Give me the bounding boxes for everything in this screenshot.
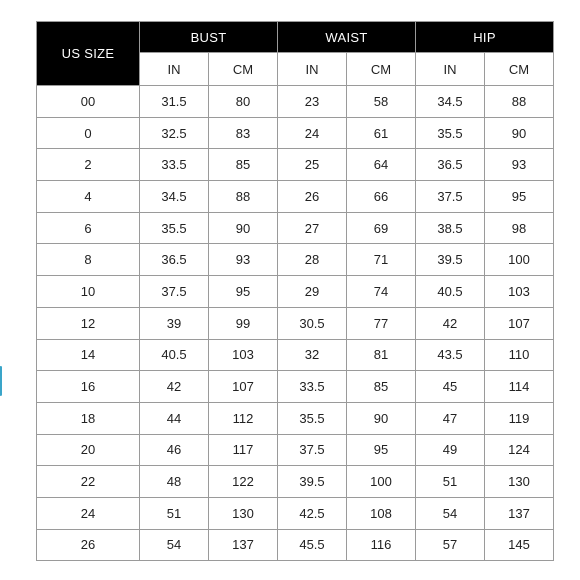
hip-in-cell: 49	[416, 434, 485, 466]
hip-cm-cell: 130	[485, 466, 554, 498]
us-size-cell: 8	[37, 244, 140, 276]
hip-in-cell: 51	[416, 466, 485, 498]
waist-cm-header: CM	[347, 53, 416, 86]
hip-cm-cell: 114	[485, 371, 554, 403]
us-size-cell: 18	[37, 402, 140, 434]
waist-cm-cell: 81	[347, 339, 416, 371]
table-row	[37, 276, 554, 308]
table-row	[37, 117, 554, 149]
hip-in-cell: 47	[416, 402, 485, 434]
bust-in-cell: 33.5	[140, 149, 209, 181]
waist-cm-cell: 71	[347, 244, 416, 276]
us-size-cell: 14	[37, 339, 140, 371]
hip-in-cell: 40.5	[416, 276, 485, 308]
waist-in-cell: 28	[278, 244, 347, 276]
us-size-cell: 10	[37, 276, 140, 308]
table-row	[37, 339, 554, 371]
us-size-cell: 6	[37, 212, 140, 244]
bust-cm-cell: 130	[209, 497, 278, 529]
hip-in-header: IN	[416, 53, 485, 86]
hip-header: HIP	[416, 22, 554, 53]
table-row	[37, 149, 554, 181]
bust-in-cell: 54	[140, 529, 209, 561]
hip-in-cell: 37.5	[416, 181, 485, 213]
bust-in-cell: 37.5	[140, 276, 209, 308]
waist-in-cell: 23	[278, 86, 347, 118]
bust-in-header: IN	[140, 53, 209, 86]
us-size-cell: 26	[37, 529, 140, 561]
bust-in-cell: 34.5	[140, 181, 209, 213]
hip-cm-cell: 88	[485, 86, 554, 118]
hip-in-cell: 45	[416, 371, 485, 403]
table-row	[37, 497, 554, 529]
hip-cm-cell: 137	[485, 497, 554, 529]
bust-cm-cell: 90	[209, 212, 278, 244]
waist-cm-cell: 116	[347, 529, 416, 561]
hip-in-cell: 54	[416, 497, 485, 529]
table-row	[37, 181, 554, 213]
waist-header: WAIST	[278, 22, 416, 53]
table-row	[37, 86, 554, 118]
waist-cm-cell: 61	[347, 117, 416, 149]
waist-cm-cell: 95	[347, 434, 416, 466]
bust-in-cell: 31.5	[140, 86, 209, 118]
waist-in-cell: 27	[278, 212, 347, 244]
bust-cm-cell: 137	[209, 529, 278, 561]
hip-in-cell: 39.5	[416, 244, 485, 276]
waist-in-cell: 45.5	[278, 529, 347, 561]
bust-in-cell: 36.5	[140, 244, 209, 276]
waist-cm-cell: 64	[347, 149, 416, 181]
table-row	[37, 529, 554, 561]
us-size-cell: 2	[37, 149, 140, 181]
waist-in-cell: 26	[278, 181, 347, 213]
us-size-cell: 20	[37, 434, 140, 466]
table-row	[37, 434, 554, 466]
bust-in-cell: 44	[140, 402, 209, 434]
table-row	[37, 307, 554, 339]
waist-cm-cell: 85	[347, 371, 416, 403]
hip-in-cell: 36.5	[416, 149, 485, 181]
bust-in-cell: 40.5	[140, 339, 209, 371]
hip-in-cell: 38.5	[416, 212, 485, 244]
waist-cm-cell: 74	[347, 276, 416, 308]
hip-cm-header: CM	[485, 53, 554, 86]
table-row	[37, 212, 554, 244]
waist-in-cell: 37.5	[278, 434, 347, 466]
us-size-cell: 0	[37, 117, 140, 149]
side-edge-mark	[0, 366, 5, 396]
hip-cm-cell: 95	[485, 181, 554, 213]
hip-cm-cell: 119	[485, 402, 554, 434]
bust-in-cell: 32.5	[140, 117, 209, 149]
us-size-cell: 24	[37, 497, 140, 529]
table-row	[37, 371, 554, 403]
bust-cm-header: CM	[209, 53, 278, 86]
bust-in-cell: 42	[140, 371, 209, 403]
table-row	[37, 402, 554, 434]
bust-cm-cell: 122	[209, 466, 278, 498]
hip-cm-cell: 93	[485, 149, 554, 181]
hip-cm-cell: 145	[485, 529, 554, 561]
waist-in-header: IN	[278, 53, 347, 86]
hip-in-cell: 43.5	[416, 339, 485, 371]
table-row	[37, 466, 554, 498]
hip-cm-cell: 124	[485, 434, 554, 466]
hip-cm-cell: 110	[485, 339, 554, 371]
hip-cm-cell: 100	[485, 244, 554, 276]
us-size-header: US SIZE	[37, 22, 140, 86]
bust-cm-cell: 107	[209, 371, 278, 403]
waist-in-cell: 33.5	[278, 371, 347, 403]
waist-in-cell: 24	[278, 117, 347, 149]
bust-in-cell: 51	[140, 497, 209, 529]
bust-cm-cell: 117	[209, 434, 278, 466]
bust-cm-cell: 103	[209, 339, 278, 371]
group-header-row	[37, 22, 554, 53]
waist-in-cell: 35.5	[278, 402, 347, 434]
us-size-cell: 12	[37, 307, 140, 339]
us-size-cell: 22	[37, 466, 140, 498]
waist-in-cell: 30.5	[278, 307, 347, 339]
bust-cm-cell: 112	[209, 402, 278, 434]
size-chart-table	[36, 21, 554, 561]
bust-in-cell: 46	[140, 434, 209, 466]
bust-cm-cell: 83	[209, 117, 278, 149]
us-size-cell: 4	[37, 181, 140, 213]
waist-cm-cell: 66	[347, 181, 416, 213]
waist-cm-cell: 90	[347, 402, 416, 434]
hip-in-cell: 42	[416, 307, 485, 339]
hip-cm-cell: 103	[485, 276, 554, 308]
hip-in-cell: 34.5	[416, 86, 485, 118]
waist-in-cell: 39.5	[278, 466, 347, 498]
hip-in-cell: 57	[416, 529, 485, 561]
hip-cm-cell: 107	[485, 307, 554, 339]
size-table-body	[37, 86, 554, 561]
bust-in-cell: 39	[140, 307, 209, 339]
hip-cm-cell: 90	[485, 117, 554, 149]
waist-in-cell: 25	[278, 149, 347, 181]
bust-cm-cell: 93	[209, 244, 278, 276]
bust-header: BUST	[140, 22, 278, 53]
waist-cm-cell: 69	[347, 212, 416, 244]
waist-cm-cell: 100	[347, 466, 416, 498]
bust-cm-cell: 95	[209, 276, 278, 308]
waist-cm-cell: 77	[347, 307, 416, 339]
bust-cm-cell: 80	[209, 86, 278, 118]
waist-in-cell: 42.5	[278, 497, 347, 529]
bust-cm-cell: 88	[209, 181, 278, 213]
bust-in-cell: 35.5	[140, 212, 209, 244]
bust-in-cell: 48	[140, 466, 209, 498]
us-size-cell: 00	[37, 86, 140, 118]
hip-in-cell: 35.5	[416, 117, 485, 149]
waist-in-cell: 32	[278, 339, 347, 371]
us-size-cell: 16	[37, 371, 140, 403]
waist-cm-cell: 108	[347, 497, 416, 529]
bust-cm-cell: 99	[209, 307, 278, 339]
bust-cm-cell: 85	[209, 149, 278, 181]
hip-cm-cell: 98	[485, 212, 554, 244]
table-row	[37, 244, 554, 276]
waist-in-cell: 29	[278, 276, 347, 308]
waist-cm-cell: 58	[347, 86, 416, 118]
